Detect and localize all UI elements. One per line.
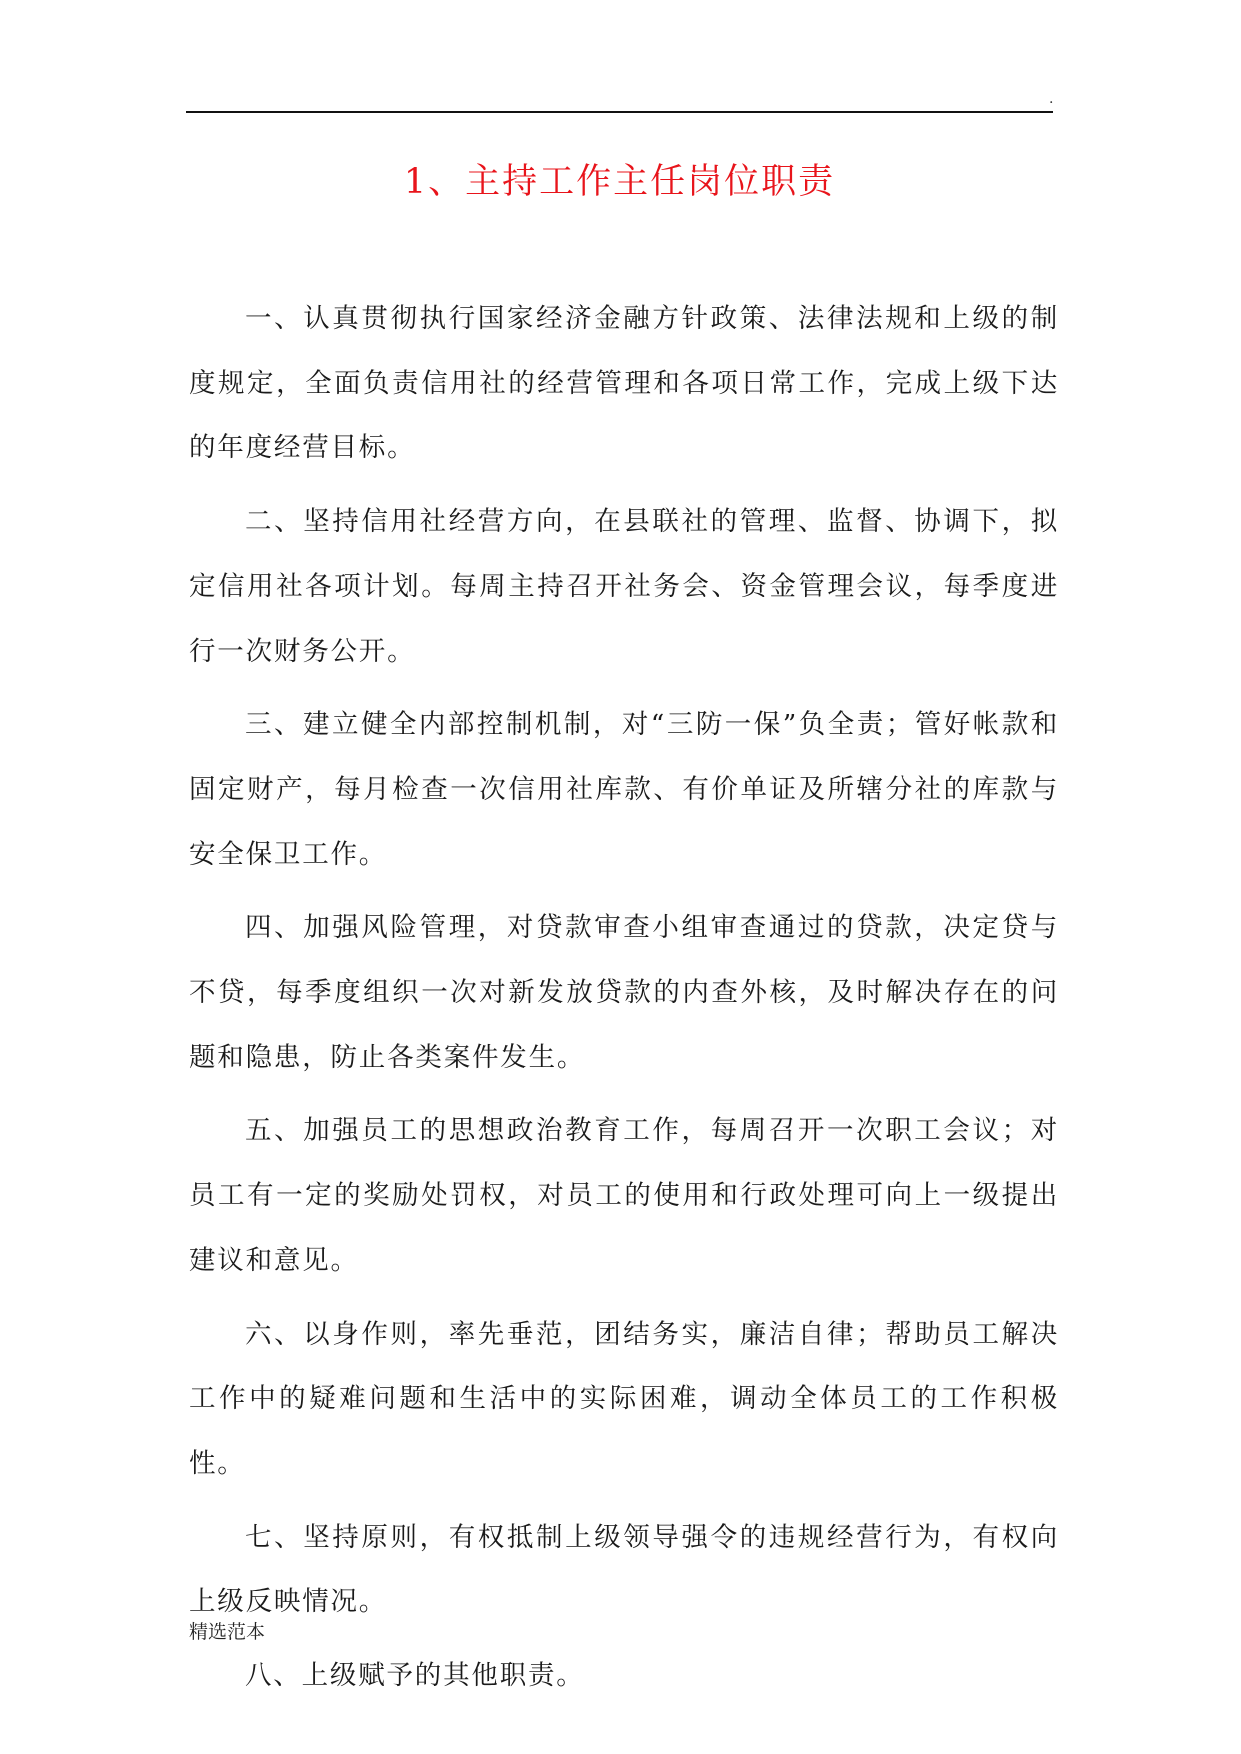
duty-paragraph-4: 四、加强风险管理，对贷款审查小组审查通过的贷款，决定贷与不贷，每季度组织一次对新发放贷款的内查外核，及时解决存在的问题和隐患，防止各类案件发生。 (189, 912, 1059, 1073)
duty-paragraph-5: 五、加强员工的思想政治教育工作，每周召开一次职工会议；对员工有一定的奖励处罚权，对员工的使用和行政处理可向上一级提出建议和意见。 (189, 1115, 1059, 1276)
duty-paragraph-6: 六、以身作则，率先垂范，团结务实，廉洁自律；帮助员工解决工作中的疑难问题和生活中的实际困难，调动全体员工的工作积极性。 (189, 1318, 1059, 1479)
header-rule (186, 111, 1053, 113)
duty-paragraph-2: 二、坚持信用社经营方向，在县联社的管理、监督、协调下，拟定信用社各项计划。每周主持召开社务会、资金管理会议，每季度进行一次财务公开。 (189, 506, 1059, 667)
footer-label: 精选范本 (189, 1621, 266, 1643)
duty-paragraph-1: 一、认真贯彻执行国家经济金融方针政策、法律法规和上级的制度规定，全面负责信用社的经营管理和各项日常工作，完成上级下达的年度经营目标。 (189, 303, 1059, 464)
document-body (189, 287, 1059, 1718)
duty-paragraph-8: 八、上级赋予的其他职责。 (245, 1660, 585, 1692)
duty-paragraph-3: 三、建立健全内部控制机制，对“三防一保”负全责；管好帐款和固定财产，每月检查一次信用社库款、有价单证及所辖分社的库款与安全保卫工作。 (189, 709, 1059, 870)
header-dot: . (1049, 91, 1054, 107)
duty-paragraph-7: 七、坚持原则，有权抵制上级领导强令的违规经营行为，有权向上级反映情况。 (189, 1521, 1059, 1618)
page-title: 1、主持工作主任岗位职责 (403, 162, 836, 202)
